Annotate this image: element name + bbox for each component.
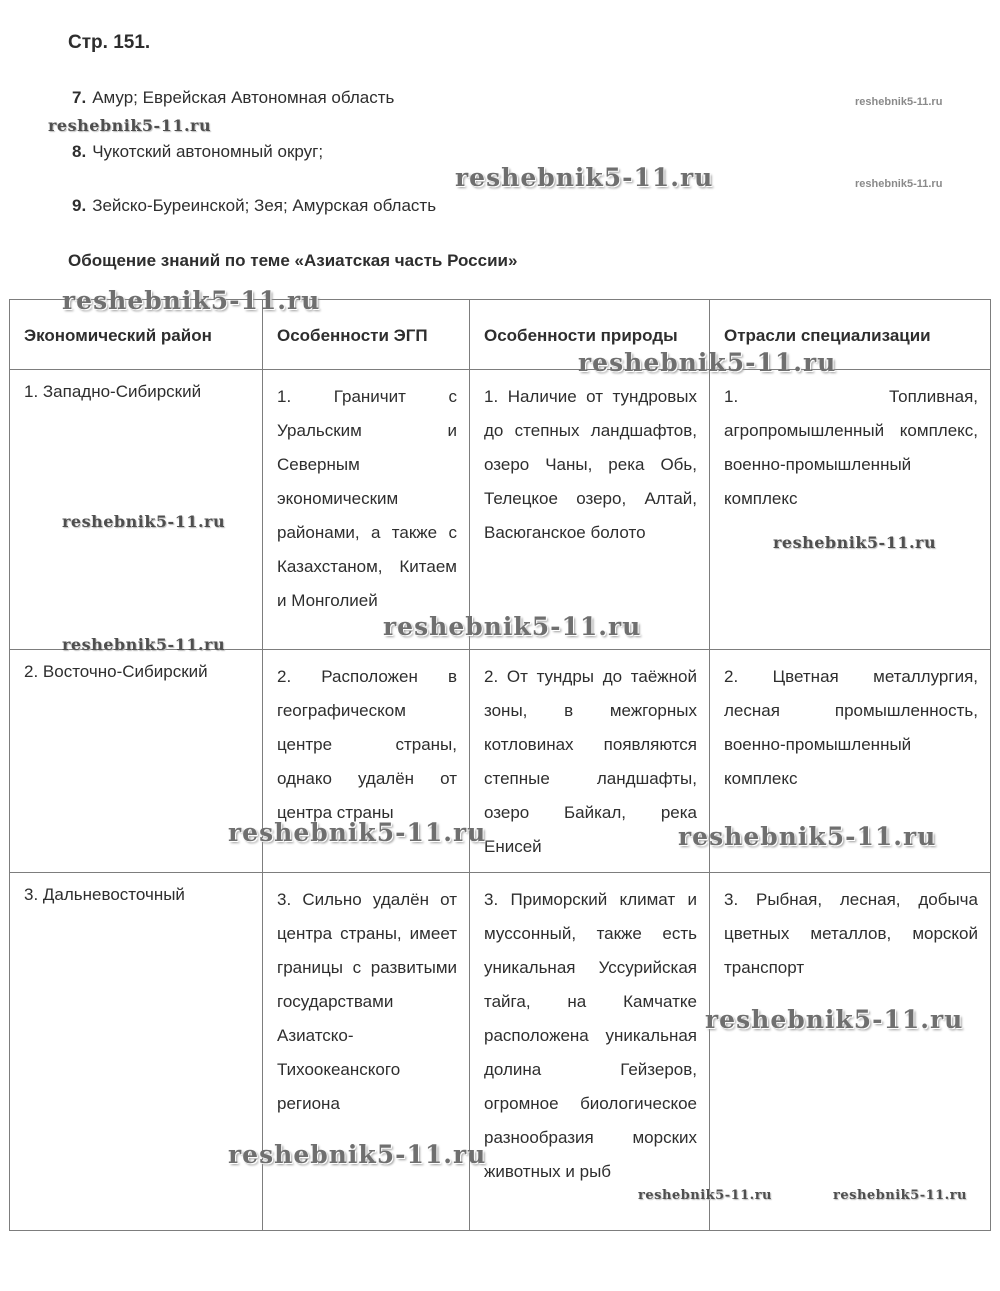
watermark: reshebnik5-11.ru [62, 635, 226, 654]
watermark: reshebnik5-11.ru [48, 116, 212, 135]
answer-item-9 [72, 195, 1000, 217]
answer-item-8 [72, 141, 1000, 163]
watermark: reshebnik5-11.ru [578, 348, 837, 377]
watermark: reshebnik5-11.ru [855, 96, 943, 108]
watermark: reshebnik5-11.ru [455, 163, 714, 192]
header-specialization: Отрасли специализации [710, 300, 991, 370]
table-header-row [10, 300, 991, 370]
cell-nature: 2. От тундры до таёжной зоны, в межгорных котловинах появляются степные ландшафты, озеро Байкал, река Енисей [470, 650, 710, 873]
table-row [10, 370, 991, 650]
cell-region: 1. Западно-Сибирский [10, 370, 263, 650]
answer-number: 9. [72, 196, 87, 215]
answer-number: 8. [72, 142, 87, 161]
cell-egp: 2. Расположен в географическом центре страны, однако удалён от центра страны [263, 650, 470, 873]
answer-text: Зейско-Буреинской; Зея; Амурская область [92, 196, 437, 215]
cell-region: 3. Дальневосточный [10, 873, 263, 1231]
header-economic-region: Экономический район [10, 300, 263, 370]
watermark: reshebnik5-11.ru [638, 1188, 773, 1203]
cell-industries: 2. Цветная металлургия, лесная промышленность, военно-промышленный комплекс [710, 650, 991, 873]
cell-nature: 1. Наличие от тундровых до степных ландшафтов, озеро Чаны, река Обь, Телецкое озеро, Алтай, Васюганское болото [470, 370, 710, 650]
table-row [10, 873, 991, 1231]
cell-industries: 3. Рыбная, лесная, добыча цветных металлов, морской транспорт [710, 873, 991, 1231]
answer-text: Амур; Еврейская Автономная область [92, 88, 395, 107]
answer-item-7 [72, 87, 1000, 109]
header-nature-features: Особенности природы [470, 300, 710, 370]
watermark: reshebnik5-11.ru [383, 612, 642, 641]
watermark: reshebnik5-11.ru [678, 822, 937, 851]
watermark: reshebnik5-11.ru [62, 286, 321, 315]
watermark: reshebnik5-11.ru [773, 533, 937, 552]
answer-text: Чукотский автономный округ; [92, 142, 324, 161]
cell-egp: 3. Сильно удалён от центра страны, имеет границы с развитыми государствами Азиатско-Тихоокеанского региона [263, 873, 470, 1231]
watermark: reshebnik5-11.ru [833, 1188, 968, 1203]
watermark: reshebnik5-11.ru [228, 1140, 487, 1169]
watermark: reshebnik5-11.ru [62, 512, 226, 531]
watermark: reshebnik5-11.ru [855, 178, 943, 190]
header-egp-features: Особенности ЭГП [263, 300, 470, 370]
cell-industries: 1. Топливная, агропромышленный комплекс, военно-промышленный комплекс [710, 370, 991, 650]
summary-table [9, 299, 991, 1231]
table-row [10, 650, 991, 873]
cell-region: 2. Восточно-Сибирский [10, 650, 263, 873]
page-title: Стр. 151. [68, 32, 151, 53]
section-heading: Обощение знаний по теме «Азиатская часть России» [68, 251, 518, 270]
cell-egp: 1. Граничит с Уральским и Северным экономическим районами, а также с Казахстаном, Китаем и Монголией [263, 370, 470, 650]
cell-nature: 3. Приморский климат и муссонный, также есть уникальная Уссурийская тайга, на Камчатке расположена уникальная долина Гейзеров, огромное биологическое разнообразия морских животных и рыб [470, 873, 710, 1231]
watermark: reshebnik5-11.ru [228, 818, 487, 847]
watermark: reshebnik5-11.ru [705, 1005, 964, 1034]
answer-number: 7. [72, 88, 87, 107]
